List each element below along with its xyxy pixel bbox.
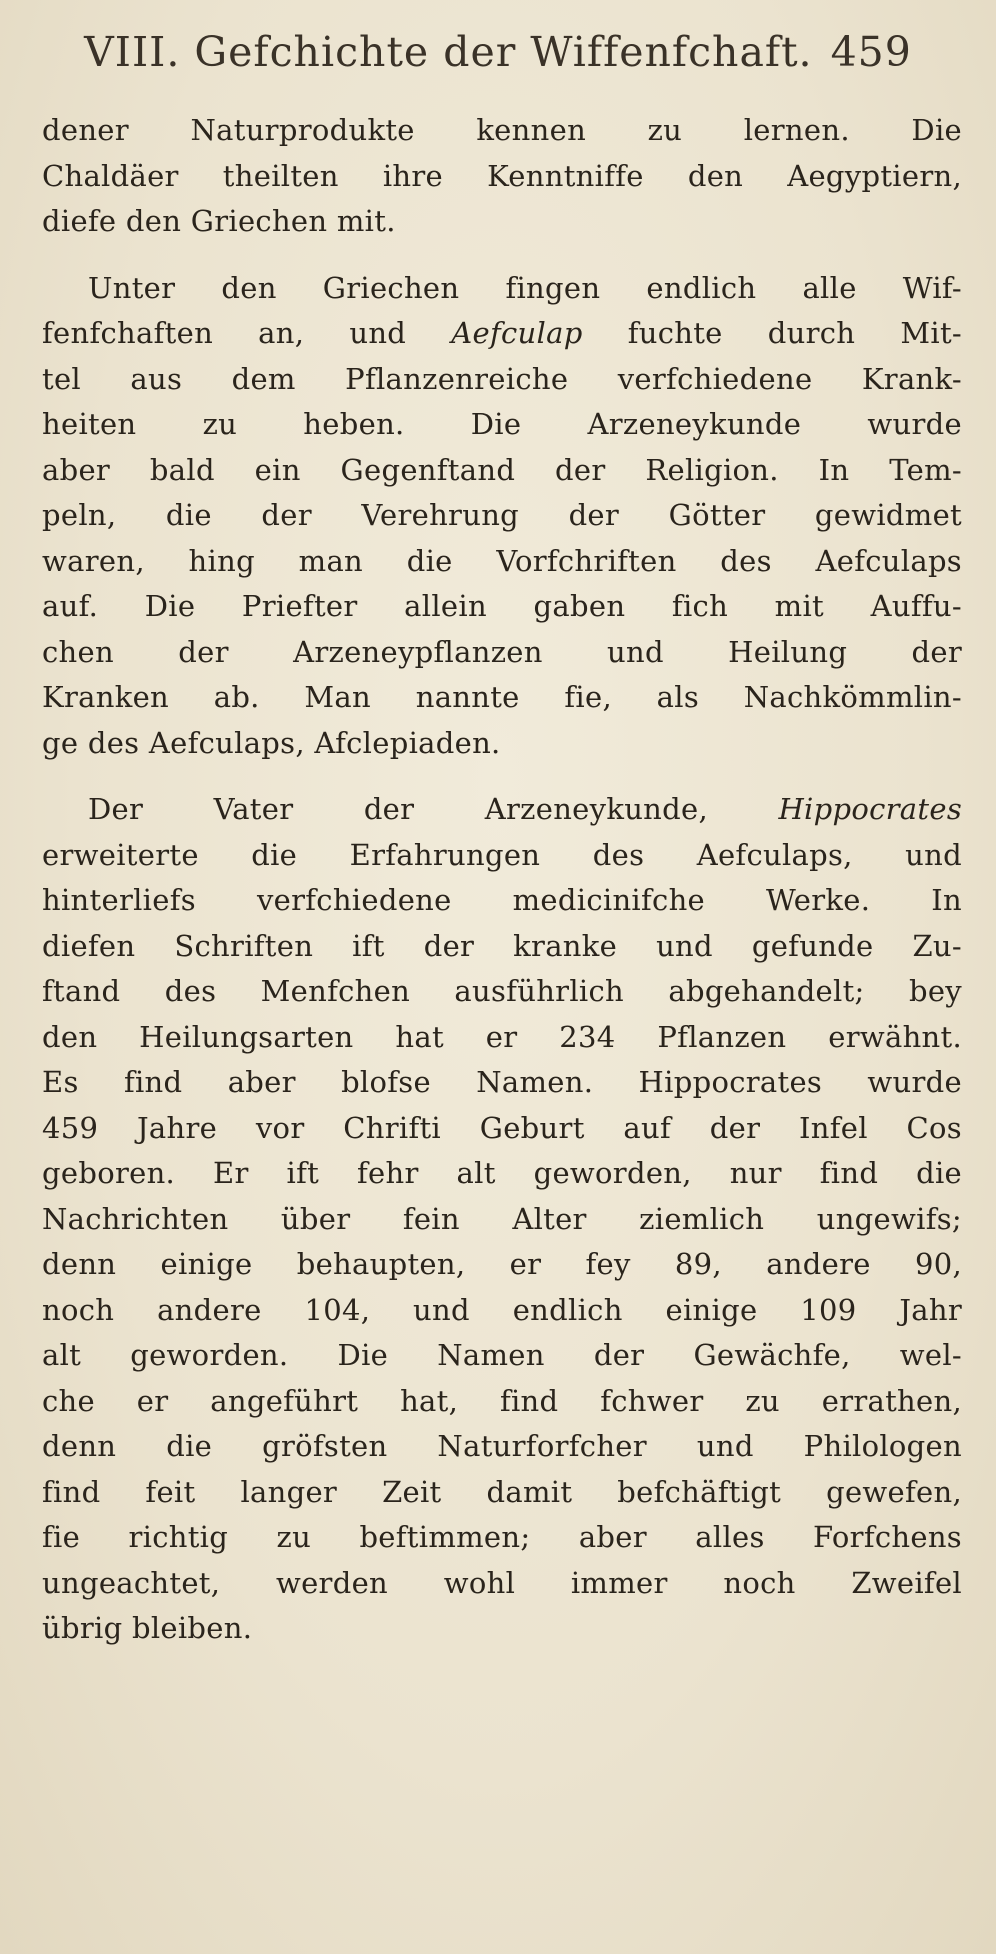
text-line: denn einige behaupten, er fey 89, andere 90,: [42, 1247, 962, 1281]
text-line: alt geworden. Die Namen der Gewächfe, wel-: [42, 1338, 962, 1372]
text-line: geboren. Er ift fehr alt geworden, nur find die: [42, 1156, 962, 1190]
text-line: ungeachtet, werden wohl immer noch Zweifel: [42, 1565, 962, 1600]
text-line: hinterliefs verfchiedene medicinifche Werke. In: [42, 883, 962, 917]
text-line: Es find aber blofse Namen. Hippocrates wurde: [42, 1065, 962, 1099]
text-line: Der Vater der Arzeneykunde, Hippocrates: [88, 792, 962, 826]
text-line: heiten zu heben. Die Arzeneykunde wurde: [42, 407, 962, 441]
chapter-title: VIII. Gefchichte der Wiffenfchaft.: [84, 28, 813, 76]
text-line: ftand des Menfchen ausführlich abgehandelt; bey: [42, 974, 962, 1008]
paragraph: [42, 787, 962, 1652]
text-line: diefe den Griechen mit.: [42, 204, 396, 238]
paragraph: [42, 266, 962, 767]
text-line: waren, hing man die Vorfchriften des Aefculaps: [42, 543, 962, 578]
text-line: Chaldäer theilten ihre Kenntniffe den Aegyptiern,: [42, 158, 962, 193]
text-line: tel aus dem Pflanzenreiche verfchiedene Krank-: [42, 361, 962, 396]
text-line: denn die gröfsten Naturforfcher und Philologen: [42, 1429, 962, 1463]
page-number: 459: [830, 28, 912, 76]
text-line: che er angeführt hat, find fchwer zu errathen,: [42, 1383, 962, 1418]
paragraph: [42, 108, 962, 245]
text-line: fenfchaften an, und Aefculap fuchte durch Mit-: [42, 316, 962, 350]
text-line: peln, die der Verehrung der Götter gewidmet: [42, 498, 962, 532]
text-line: Nachrichten über fein Alter ziemlich ungewifs;: [42, 1201, 962, 1236]
text-line: chen der Arzeneypflanzen und Heilung der: [42, 634, 962, 669]
text-line: den Heilungsarten hat er 234 Pflanzen erwähnt.: [42, 1019, 962, 1054]
body-text: [42, 108, 962, 1652]
text-line: fie richtig zu beftimmen; aber alles Forfchens: [42, 1520, 962, 1554]
text-line: aber bald ein Gegenftand der Religion. In Tem-: [42, 452, 962, 487]
text-line: diefen Schriften ift der kranke und gefunde Zu-: [42, 928, 962, 963]
text-line: ge des Aefculaps, Afclepiaden.: [42, 725, 501, 760]
text-line: auf. Die Priefter allein gaben fich mit Auffu-: [42, 589, 962, 623]
text-line: noch andere 104, und endlich einige 109 Jahr: [42, 1292, 962, 1327]
text-line: Kranken ab. Man nannte fie, als Nachkömmlin-: [42, 680, 962, 714]
running-header: [0, 22, 996, 82]
text-line: erweiterte die Erfahrungen des Aefculaps, und: [42, 837, 962, 872]
text-line: 459 Jahre vor Chrifti Geburt auf der Infel Cos: [42, 1110, 962, 1145]
text-line: Unter den Griechen fingen endlich alle Wif-: [88, 270, 962, 305]
text-line: find feit langer Zeit damit befchäftigt gewefen,: [42, 1474, 962, 1509]
text-line: dener Naturprodukte kennen zu lernen. Die: [42, 113, 962, 147]
text-line: übrig bleiben.: [42, 1611, 253, 1645]
